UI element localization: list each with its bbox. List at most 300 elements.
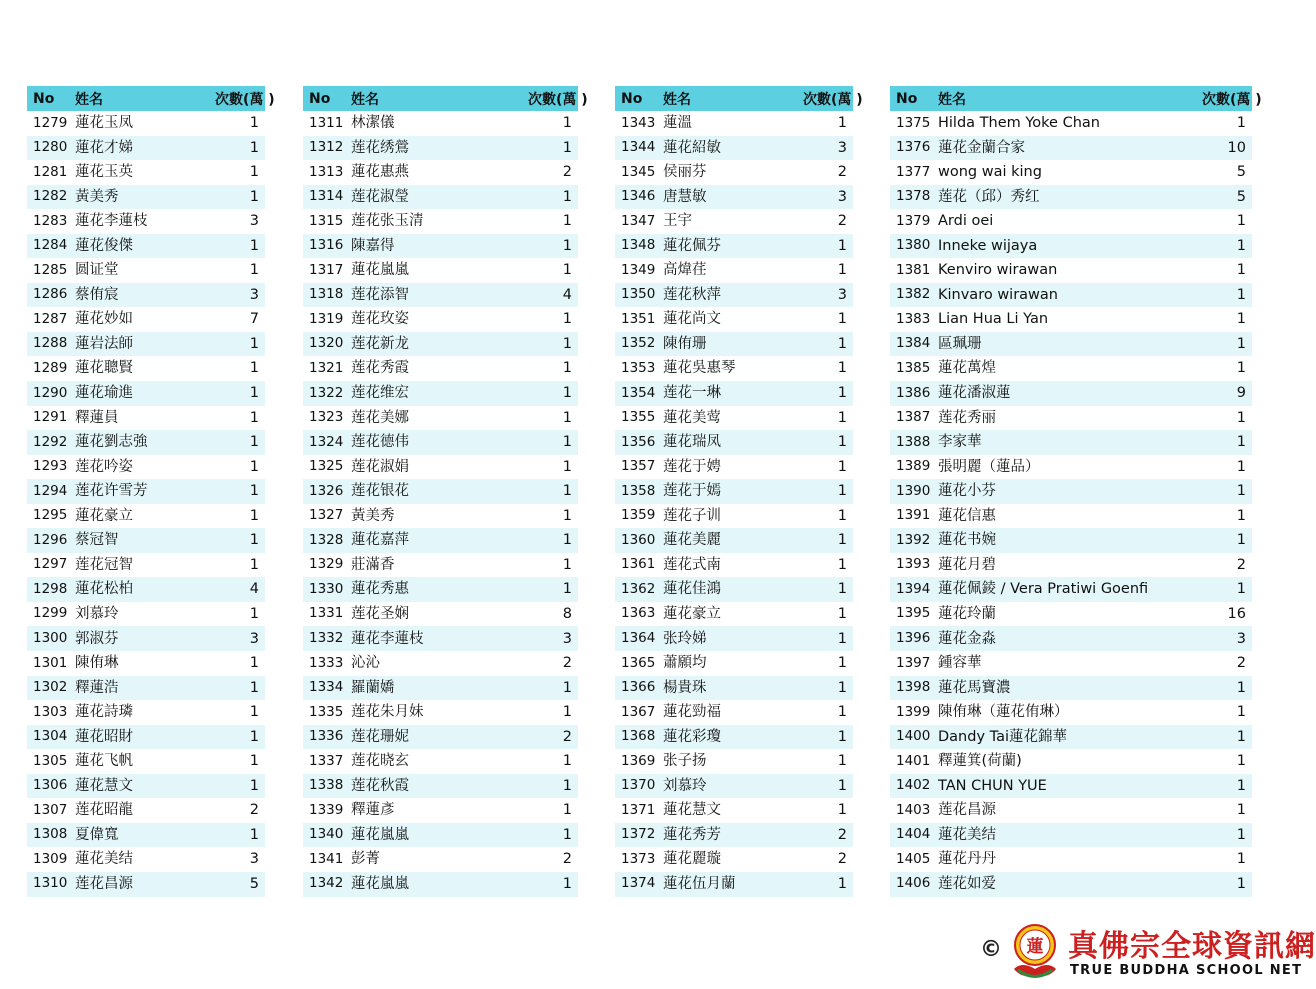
row-name: Kenviro wirawan [938,262,1058,279]
header-no: No [896,90,918,107]
row-number: 1337 [309,752,344,769]
row-name: Hilda Them Yoke Chan [938,115,1100,132]
row-count: 1 [1236,262,1246,279]
table-row [27,283,265,308]
row-count: 2 [562,655,572,672]
row-count: 1 [1236,335,1246,352]
row-count: 2 [1236,655,1246,672]
row-name: 莲花淑娟 [351,458,409,475]
row-count: 1 [1236,507,1246,524]
row-number: 1290 [33,384,68,401]
table-row [890,479,1252,504]
row-count: 1 [837,704,847,721]
row-name: 釋蓮彥 [351,802,395,819]
row-count: 1 [837,385,847,402]
row-count: 1 [837,556,847,573]
row-number: 1296 [33,531,68,548]
table-row [303,651,578,676]
row-number: 1295 [33,507,68,524]
row-name: 陳侑珊 [663,335,707,352]
row-name: 莲花秀丽 [938,409,996,426]
table-row [615,577,853,602]
row-name: 釋蓮箕(荷蘭) [938,753,1022,770]
row-number: 1285 [33,261,68,278]
table-row [615,872,853,897]
row-number: 1406 [896,875,931,892]
table-row [615,479,853,504]
row-count: 1 [562,237,572,254]
row-count: 1 [249,556,259,573]
row-count: 1 [837,679,847,696]
table-row [27,823,265,848]
row-name: Lian Hua Li Yan [938,311,1049,328]
row-count: 1 [562,262,572,279]
row-number: 1403 [896,801,931,818]
table-row [303,749,578,774]
row-count: 1 [837,262,847,279]
table-row [27,725,265,750]
row-name: 莲花于嫣 [663,483,721,500]
row-count: 1 [562,188,572,205]
row-number: 1327 [309,507,344,524]
row-count: 1 [562,335,572,352]
table-row [303,774,578,799]
row-name: 蓮岩法師 [75,335,133,352]
row-number: 1281 [33,163,68,180]
row-name: 唐慧敏 [663,188,707,205]
row-count: 2 [1236,556,1246,573]
row-name: 侯丽芬 [663,164,707,181]
table-row [615,160,853,185]
row-name: 莲花玫姿 [351,311,409,328]
row-count: 7 [249,311,259,328]
table-row [890,577,1252,602]
row-name: 莲花添智 [351,286,409,303]
table-row [615,626,853,651]
row-number: 1288 [33,335,68,352]
table-row [27,626,265,651]
row-name: 蓮花信惠 [938,507,996,524]
row-number: 1358 [621,482,656,499]
table-row [890,798,1252,823]
table-row [890,332,1252,357]
row-name: 莲花张玉清 [351,213,424,230]
row-count: 1 [837,311,847,328]
row-count: 1 [1236,802,1246,819]
row-name: 蓮花萬煌 [938,360,996,377]
row-name: 蓮花金淼 [938,630,996,647]
table-row [27,160,265,185]
row-number: 1376 [896,139,931,156]
header-count: 次數(萬 ) [803,91,863,108]
row-number: 1328 [309,531,344,548]
table-row [303,258,578,283]
row-count: 1 [562,115,572,132]
row-number: 1279 [33,114,68,131]
row-name: 蓮花佳鴻 [663,581,721,598]
row-number: 1357 [621,458,656,475]
row-number: 1323 [309,409,344,426]
row-number: 1308 [33,826,68,843]
table-row [890,602,1252,627]
row-name: 蓮花佩芬 [663,237,721,254]
row-number: 1342 [309,875,344,892]
table-row [890,553,1252,578]
row-count: 3 [1236,630,1246,647]
row-count: 5 [1236,188,1246,205]
row-count: 1 [1236,360,1246,377]
row-number: 1378 [896,188,931,205]
row-name: 釋蓮員 [75,409,119,426]
table-row [303,234,578,259]
row-number: 1380 [896,237,931,254]
row-name: 蓮花紹敏 [663,139,721,156]
row-count: 4 [249,581,259,598]
table-row [890,651,1252,676]
table-row [27,185,265,210]
row-number: 1329 [309,556,344,573]
table-row [615,676,853,701]
table-row [890,725,1252,750]
row-count: 1 [562,581,572,598]
row-number: 1362 [621,580,656,597]
row-name: 蓮花美结 [938,826,996,843]
row-number: 1351 [621,310,656,327]
row-name: Dandy Tai蓮花錦華 [938,728,1068,745]
row-number: 1325 [309,458,344,475]
row-number: 1393 [896,556,931,573]
header-name: 姓名 [351,91,379,108]
table-row [615,651,853,676]
row-name: 蓮花丹丹 [938,851,996,868]
row-count: 1 [249,777,259,794]
row-name: 刘慕玲 [75,605,119,622]
row-number: 1361 [621,556,656,573]
row-name: 蓮花詩璘 [75,704,133,721]
table-row [303,136,578,161]
header-name: 姓名 [663,91,691,108]
row-count: 3 [837,188,847,205]
row-name: 蓮花美莺 [663,409,721,426]
row-number: 1304 [33,728,68,745]
table-row [890,307,1252,332]
row-number: 1336 [309,728,344,745]
row-number: 1298 [33,580,68,597]
row-number: 1389 [896,458,931,475]
row-count: 9 [1236,385,1246,402]
row-count: 1 [249,335,259,352]
row-count: 1 [249,605,259,622]
row-count: 1 [249,655,259,672]
row-number: 1347 [621,212,656,229]
table-row [27,749,265,774]
row-count: 1 [249,458,259,475]
row-count: 3 [249,286,259,303]
row-name: 莲花朱月妹 [351,704,424,721]
table-row [303,356,578,381]
table-row [27,406,265,431]
row-number: 1283 [33,212,68,229]
donation-table-4 [890,86,1262,897]
brand-name-english: TRUE BUDDHA SCHOOL NET [1070,963,1303,978]
row-name: 彭菁 [351,851,380,868]
row-number: 1401 [896,752,931,769]
row-name: 蓮花昭財 [75,728,133,745]
row-count: 1 [562,311,572,328]
table-row [27,504,265,529]
row-name: 林潔儀 [351,115,395,132]
row-number: 1305 [33,752,68,769]
row-count: 1 [562,777,572,794]
row-number: 1317 [309,261,344,278]
row-number: 1339 [309,801,344,818]
row-count: 1 [249,532,259,549]
row-count: 2 [562,851,572,868]
row-number: 1334 [309,679,344,696]
row-number: 1373 [621,850,656,867]
row-count: 1 [249,409,259,426]
row-name: 莲花珊妮 [351,728,409,745]
table-row [615,283,853,308]
row-count: 1 [837,777,847,794]
table-row [303,406,578,431]
table-row [303,307,578,332]
row-count: 2 [837,164,847,181]
row-count: 1 [249,704,259,721]
table-row [303,700,578,725]
row-count: 2 [837,213,847,230]
row-number: 1315 [309,212,344,229]
row-count: 5 [1236,164,1246,181]
row-count: 1 [1236,532,1246,549]
table-row [890,356,1252,381]
row-count: 1 [1236,286,1246,303]
row-name: 莲花德伟 [351,434,409,451]
row-number: 1326 [309,482,344,499]
row-count: 2 [837,851,847,868]
table-row [615,700,853,725]
row-count: 1 [837,802,847,819]
table-row [303,823,578,848]
row-number: 1360 [621,531,656,548]
table-row [615,381,853,406]
table-row [27,528,265,553]
row-number: 1344 [621,139,656,156]
row-number: 1397 [896,654,931,671]
table-row [890,676,1252,701]
table-row [303,676,578,701]
table-row [27,381,265,406]
row-count: 1 [837,409,847,426]
row-count: 2 [837,826,847,843]
row-number: 1391 [896,507,931,524]
row-number: 1307 [33,801,68,818]
row-name: 蓮花玉英 [75,164,133,181]
table-row [27,234,265,259]
row-count: 1 [249,385,259,402]
row-count: 1 [562,385,572,402]
table-row [615,774,853,799]
row-name: 莲花昌源 [75,875,133,892]
header-name: 姓名 [938,91,966,108]
row-name: 蓮花伍月蘭 [663,875,736,892]
row-count: 1 [837,532,847,549]
row-count: 1 [562,704,572,721]
row-name: 蓮花慧文 [75,777,133,794]
table-row [303,872,578,897]
row-name: 蓮花松柏 [75,581,133,598]
row-name: 李家華 [938,434,982,451]
row-number: 1356 [621,433,656,450]
row-count: 1 [562,556,572,573]
row-number: 1381 [896,261,931,278]
brand-name-chinese: 真佛宗全球資訊網 [1068,929,1316,964]
row-name: 莲花维宏 [351,385,409,402]
row-number: 1349 [621,261,656,278]
row-count: 1 [1236,728,1246,745]
row-name: 陳侑琳（蓮花侑琳） [938,704,1069,721]
row-count: 1 [249,826,259,843]
row-number: 1355 [621,409,656,426]
row-name: 蓮花李蓮枝 [351,630,424,647]
row-number: 1348 [621,237,656,254]
row-name: 莲花圣娴 [351,605,409,622]
table-row [615,332,853,357]
table-row [615,111,853,136]
table-row [615,185,853,210]
table-row [615,430,853,455]
row-name: 莲花秋霞 [351,777,409,794]
row-number: 1370 [621,777,656,794]
row-number: 1385 [896,359,931,376]
row-number: 1369 [621,752,656,769]
row-number: 1396 [896,630,931,646]
donation-table-3 [615,86,863,897]
row-number: 1320 [309,335,344,352]
row-count: 2 [562,728,572,745]
row-count: 2 [562,164,572,181]
table-row [303,283,578,308]
row-name: 蓮花慧文 [663,802,721,819]
row-name: 陳侑琳 [75,655,119,672]
table-row [890,626,1252,651]
row-count: 1 [562,458,572,475]
row-number: 1322 [309,384,344,401]
site-logo [980,921,1316,983]
row-number: 1303 [33,703,68,720]
table-row [27,676,265,701]
header-name: 姓名 [75,91,103,108]
row-count: 1 [249,507,259,524]
row-name: 莊滿香 [351,556,395,573]
row-name: Kinvaro wirawan [938,286,1058,303]
row-number: 1368 [621,728,656,745]
row-count: 8 [562,605,572,622]
row-name: 蓮花麗璇 [663,851,721,868]
table-row [27,258,265,283]
row-count: 1 [562,434,572,451]
row-name: 蓮花勁福 [663,704,721,721]
row-number: 1386 [896,384,931,401]
table-row [890,406,1252,431]
row-count: 1 [837,753,847,770]
row-number: 1306 [33,777,68,794]
row-count: 1 [249,679,259,696]
row-name: 莲花新龙 [351,335,409,352]
row-name: Inneke wijaya [938,237,1038,254]
row-name: 蓮花月碧 [938,556,996,573]
row-number: 1335 [309,703,344,720]
row-count: 1 [1236,115,1246,132]
row-name: 蓮花嵐嵐 [351,262,409,279]
table-row [615,725,853,750]
row-count: 1 [249,139,259,156]
row-count: 16 [1227,605,1246,622]
table-row [615,209,853,234]
table-row [27,455,265,480]
row-count: 1 [837,115,847,132]
row-number: 1343 [621,114,656,131]
row-number: 1371 [621,801,656,818]
row-count: 1 [1236,704,1246,721]
row-number: 1318 [309,286,344,303]
row-count: 1 [1236,409,1246,426]
row-count: 1 [249,753,259,770]
row-count: 1 [562,409,572,426]
header-count: 次數(萬 ) [1202,91,1262,108]
row-name: 楊貴珠 [663,679,707,696]
table-row [615,823,853,848]
row-name: 莲花秀霞 [351,360,409,377]
table-row [303,479,578,504]
table-row [890,234,1252,259]
row-number: 1299 [33,605,68,622]
table-row [27,430,265,455]
row-name: 羅蘭嬌 [351,679,395,696]
row-count: 1 [562,802,572,819]
row-count: 5 [249,875,259,892]
row-count: 1 [1236,458,1246,475]
row-name: 張明麗（蓮品） [938,458,1040,475]
row-number: 1399 [896,703,931,720]
row-name: 莲花于娉 [663,458,721,475]
row-count: 1 [1236,851,1246,868]
row-count: 1 [562,875,572,892]
row-count: 1 [1236,434,1246,451]
donation-table-1 [27,86,275,897]
row-name: 蓮花小芬 [938,483,996,500]
row-number: 1365 [621,654,656,671]
row-count: 1 [562,826,572,843]
row-number: 1352 [621,335,656,352]
row-count: 1 [1236,213,1246,230]
row-count: 3 [837,286,847,303]
row-name: 莲花昭龍 [75,802,133,819]
table-row [615,504,853,529]
row-count: 1 [1236,777,1246,794]
row-count: 1 [1236,875,1246,892]
row-count: 1 [837,434,847,451]
row-number: 1390 [896,482,931,499]
table-row [890,111,1252,136]
table-row [27,774,265,799]
row-name: 蔡冠智 [75,532,119,549]
table-row [615,455,853,480]
row-name: 蓮花嘉萍 [351,532,409,549]
row-name: 蕭願均 [663,655,707,672]
row-name: 蓮花金蘭合家 [938,139,1025,156]
header-no: No [309,90,331,107]
